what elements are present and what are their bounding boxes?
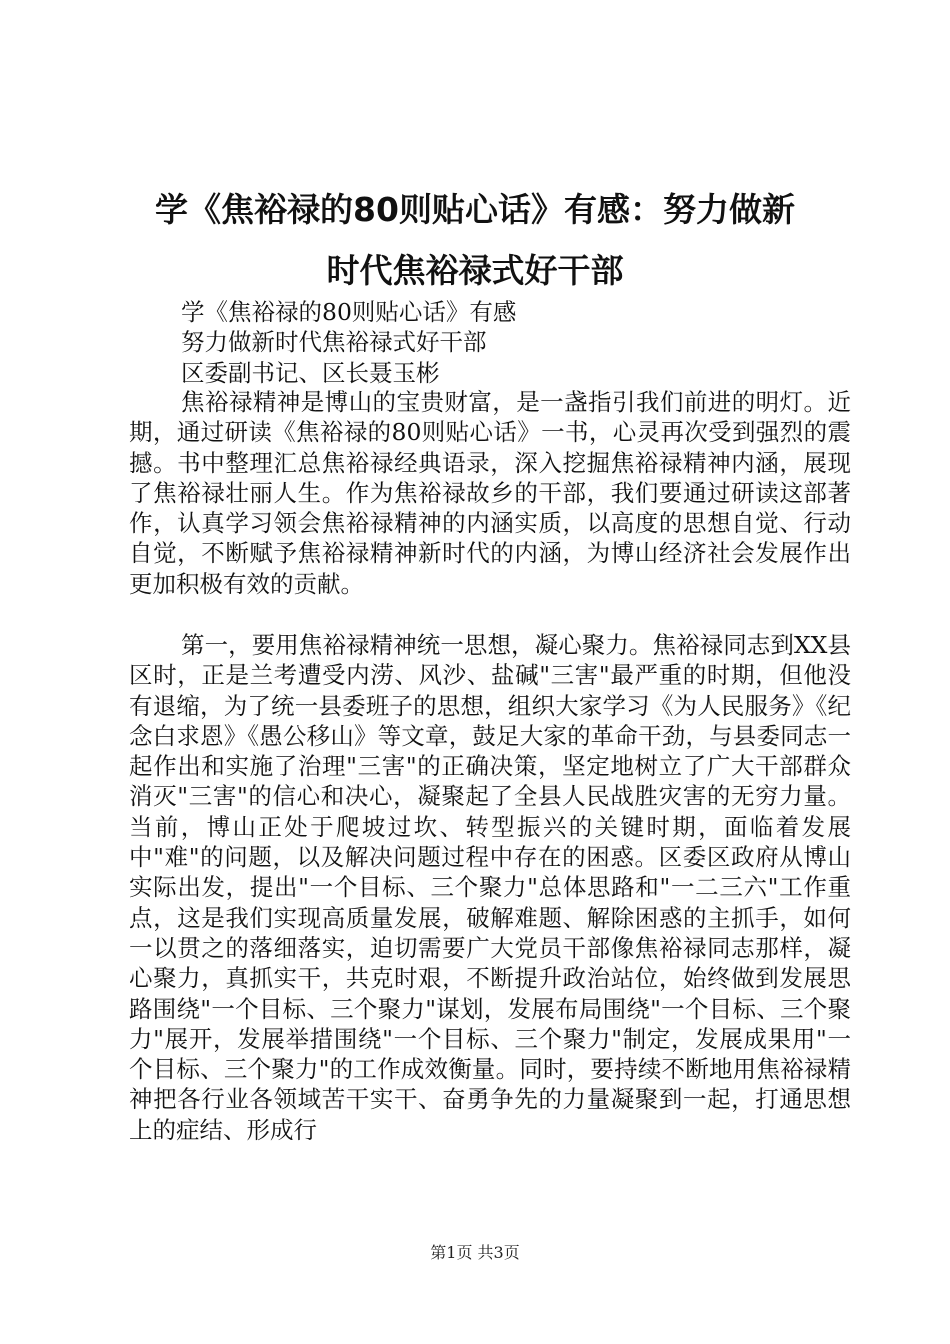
body-paragraph: 焦裕禄精神是博山的宝贵财富，是一盏指引我们前进的明灯。近期，通过研读《焦裕禄的80则贴心话》一书，心灵再次受到强烈的震撼。书中整理汇总焦裕禄经典语录，深入挖掘焦裕禄精神内涵，展现了焦裕禄壮丽人生。作为焦裕禄故乡的干部，我们要通过研读这部著作，认真学习领会焦裕禄精神的内涵实质，以高度的思想自觉、行动自觉，不断赋予焦裕禄精神新时代的内涵，为博山经济社会发展作出更加积极有效的贡献。	[129, 388, 851, 598]
intro-subtitle-line: 努力做新时代焦裕禄式好干部	[181, 328, 487, 357]
body-paragraph: 第一，要用焦裕禄精神统一思想，凝心聚力。焦裕禄同志到XX县区时，正是兰考遭受内涝、风沙、盐碱"三害"最严重的时期，但他没有退缩，为了统一县委班子的思想，组织大家学习《为人民服务》《纪念白求恩》《愚公移山》等文章，鼓足大家的革命干劲，与县委同志一起作出和实施了治理"三害"的正确决策，坚定地树立了广大干部群众消灭"三害"的信心和决心，凝聚起了全县人民战胜灾害的无穷力量。当前，博山正处于爬坡过坎、转型振兴的关键时期，面临着发展中"难"的问题，以及解决问题过程中存在的困惑。区委区政府从博山实际出发，提出"一个目标、三个聚力"总体思路和"一二三六"工作重点，这是我们实现高质量发展，破解难题、解除困惑的主抓手，如何一以贯之的落细落实，迫切需要广大党员干部像焦裕禄同志那样，凝心聚力，真抓实干，共克时艰，不断提升政治站位，始终做到发展思路围绕"一个目标、三个聚力"谋划，发展布局围绕"一个目标、三个聚力"展开，发展举措围绕"一个目标、三个聚力"制定，发展成果用"一个目标、三个聚力"的工作成效衡量。同时，要持续不断地用焦裕禄精神把各行业各领域苦干实干、奋勇争先的力量凝聚到一起，打通思想上的症结、形成行	[129, 631, 851, 1144]
intro-title-line: 学《焦裕禄的80则贴心话》有感	[181, 298, 517, 326]
document-title-line-1: 学《焦裕禄的80则贴心话》有感：努力做新	[155, 190, 795, 229]
author-line: 区委副书记、区长聂玉彬	[181, 358, 440, 387]
page-number-footer: 第1页 共3页	[430, 1243, 520, 1262]
document-title-line-2: 时代焦裕禄式好干部	[326, 251, 624, 290]
body-paragraph-2-block	[129, 630, 851, 1145]
body-paragraph-1-block	[129, 387, 851, 599]
intro-block	[129, 297, 851, 388]
